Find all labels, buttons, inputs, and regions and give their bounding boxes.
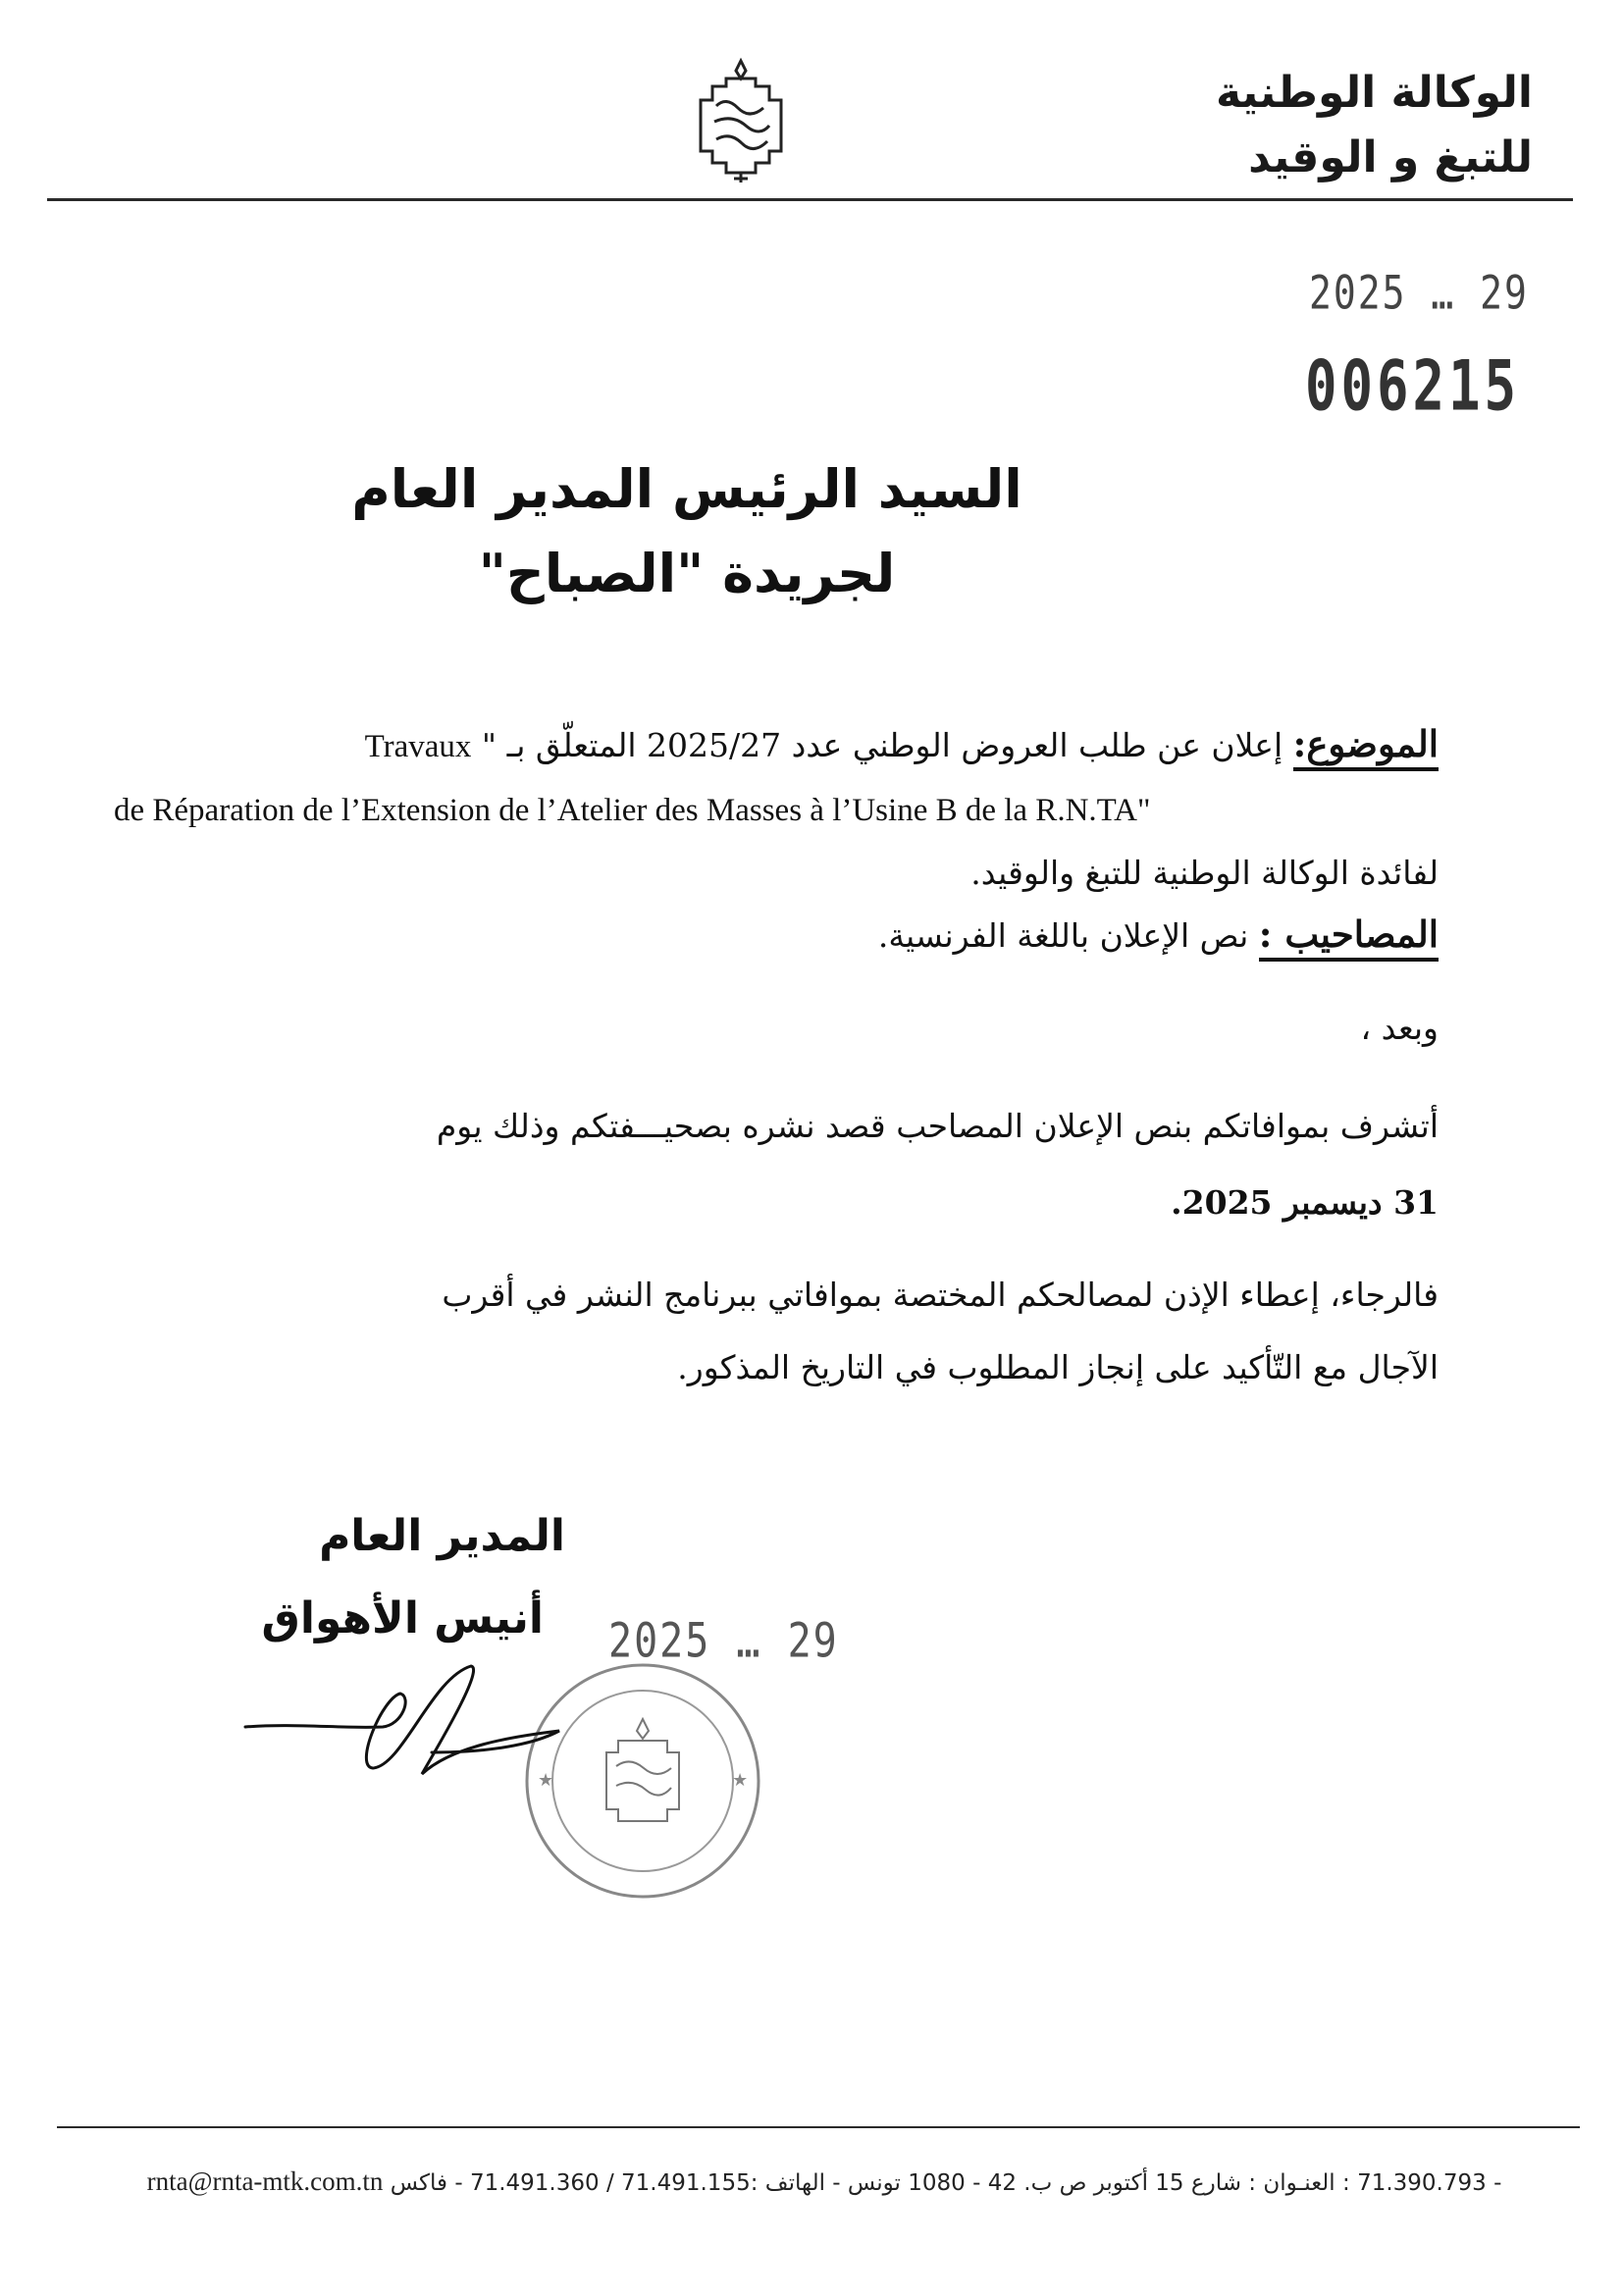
footer-contact (118, 2166, 1531, 2197)
svg-text:★: ★ (538, 1770, 554, 1791)
handwritten-signature-icon (236, 1658, 608, 1786)
addressee-line2: لجريدة "الصباح" (478, 543, 896, 604)
paragraph2-line1: فالرجاء، إعطاء الإذن لمصالحكم المختصة بموافاتي ببرنامج النشر في أقرب (442, 1276, 1439, 1314)
agency-logo-icon (687, 57, 795, 186)
enclosure-line (183, 913, 1439, 956)
signature-stamp-date: 2025 … 29 (608, 1614, 839, 1669)
footer-email[interactable]: rnta@rnta-mtk.com.tn (146, 2166, 384, 2196)
greeting: وبعد ، (1360, 1009, 1439, 1047)
signatory-title: المدير العام (319, 1511, 565, 1561)
header-divider (47, 198, 1573, 201)
paragraph2-line2: الآجال مع التّأكيد على إنجاز المطلوب في التاريخ المذكور. (677, 1348, 1439, 1386)
footer-divider (57, 2126, 1580, 2128)
subject-text: إعلان عن طلب العروض الوطني عدد 2025/27 المتعلّق بـ " (481, 726, 1283, 764)
organization-name-line1: الوكالة الوطنية (1215, 68, 1533, 118)
addressee (294, 447, 1079, 616)
organization-name (1216, 61, 1533, 190)
svg-text:★: ★ (732, 1770, 749, 1791)
organization-name-line2: للتبغ و الوقيد (1248, 132, 1533, 183)
paragraph1-line2: 31 ديسمبر 2025. (1171, 1183, 1439, 1222)
subject-latin-line: de Réparation de l’Extension de l’Atelier des Masses à l’Usine B de la R.N.TA" (114, 793, 1151, 828)
subject-line (183, 722, 1439, 765)
enclosure-label: المصاحيب : (1259, 913, 1439, 962)
addressee-line1: السيد الرئيس المدير العام (351, 458, 1022, 520)
signatory-name: أنيس الأهواق (261, 1593, 544, 1644)
subject-latin-start: Travaux (364, 729, 472, 764)
enclosure-text: نص الإعلان باللغة الفرنسية. (877, 916, 1249, 955)
paragraph1-line1: أتشرف بموافاتكم بنص الإعلان المصاحب قصد نشره بصحيـــفتكم وذلك يوم (436, 1107, 1439, 1145)
subject-beneficiary: لفائدة الوكالة الوطنية للتبغ والوقيد. (970, 854, 1439, 892)
reference-number: 006215 (1305, 345, 1521, 427)
footer-address: - 71.390.793 : العنـوان : شارع 15 أكتوبر ص ب. 42 - 1080 تونس - الهاتف :71.491.155 / 71.491.360 - فاكس (390, 2170, 1502, 2196)
reception-stamp-date: 2025 … 29 (1309, 265, 1529, 320)
subject-label: الموضوع: (1293, 722, 1439, 771)
